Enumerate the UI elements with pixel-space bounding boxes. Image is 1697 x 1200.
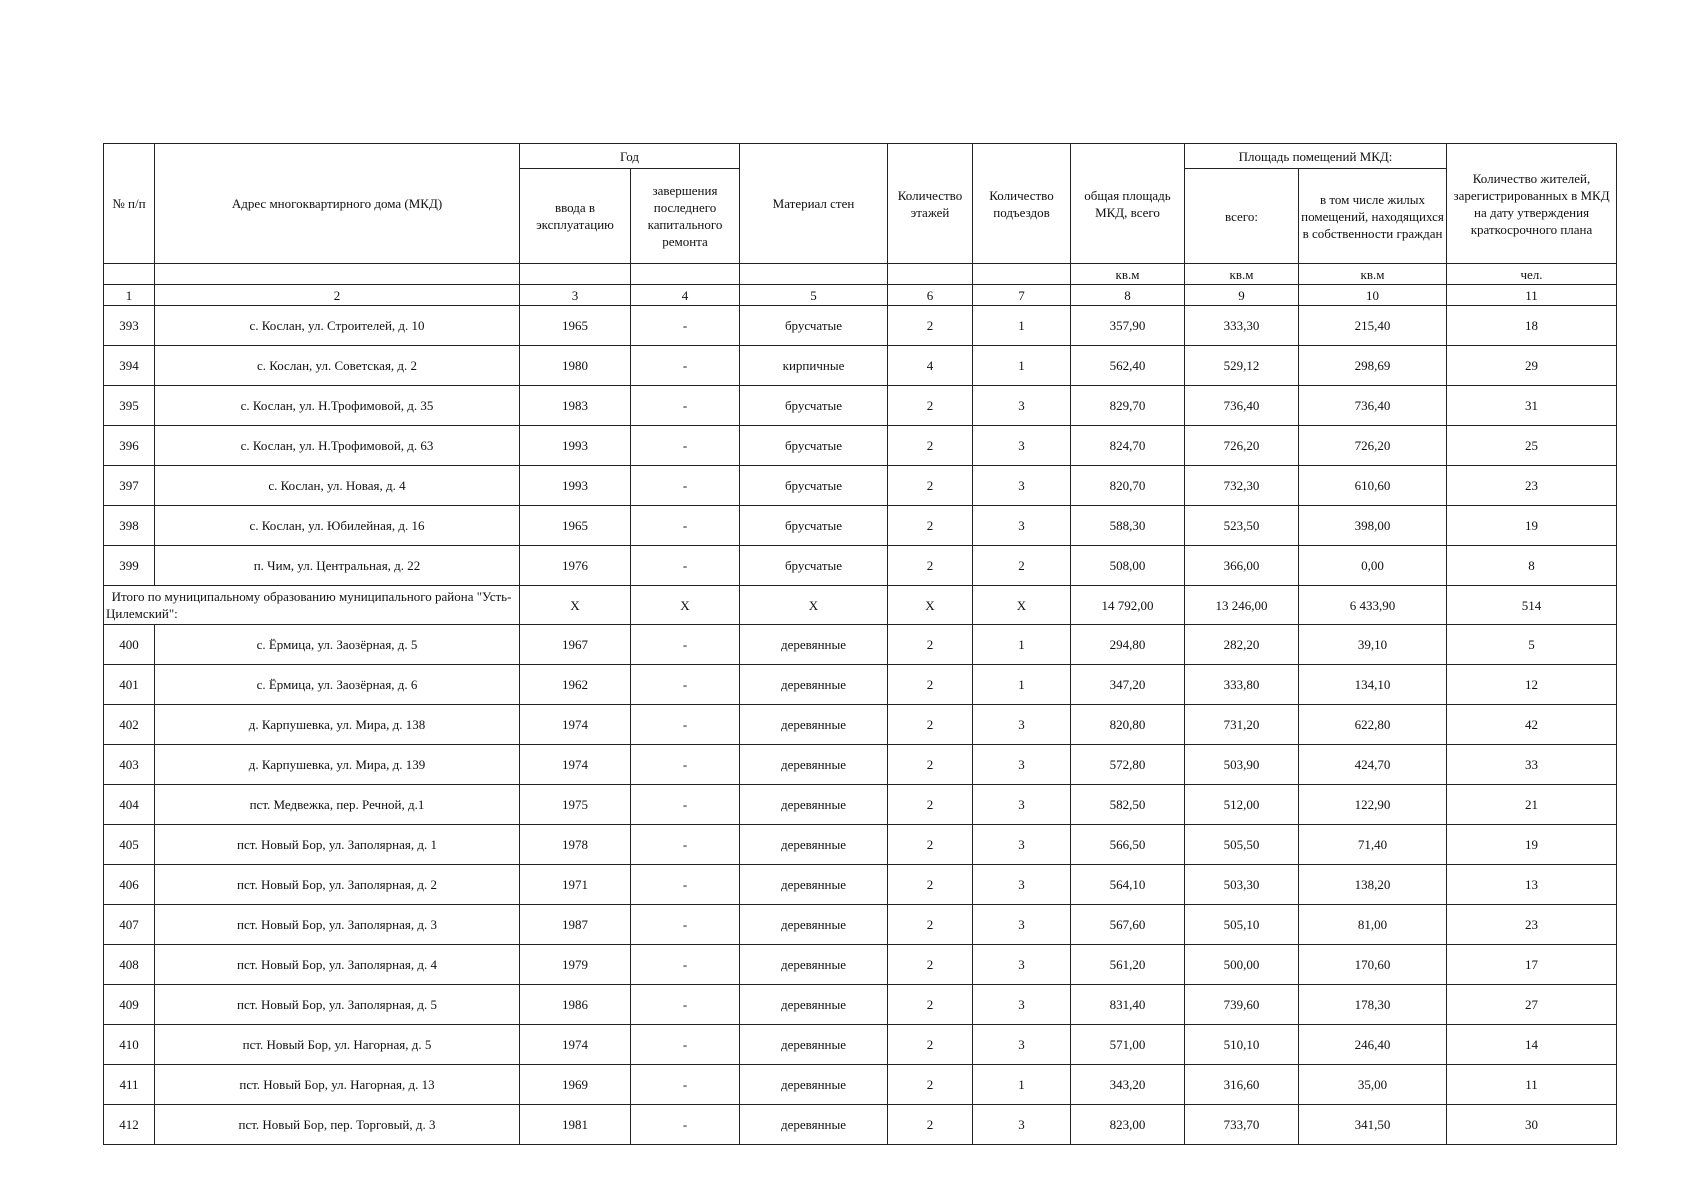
- total-cell: 6 433,90: [1299, 586, 1447, 625]
- cell-walls: деревянные: [740, 1065, 888, 1105]
- cell-address: пст. Новый Бор, ул. Заполярная, д. 4: [155, 945, 520, 985]
- cell-year-repair: -: [631, 785, 740, 825]
- cell-premises-private: 178,30: [1299, 985, 1447, 1025]
- cell-premises-private: 736,40: [1299, 386, 1447, 426]
- header-total-area: общая площадь МКД, всего: [1071, 144, 1185, 264]
- cell-num: 411: [104, 1065, 155, 1105]
- total-cell: X: [520, 586, 631, 625]
- cell-year-commission: 1980: [520, 346, 631, 386]
- header-unit-empty: [155, 264, 520, 285]
- cell-premises-private: 35,00: [1299, 1065, 1447, 1105]
- total-label: Итого по муниципальному образованию муниципального района "Усть-Цилемский":: [104, 586, 520, 625]
- cell-premises-private: 0,00: [1299, 546, 1447, 586]
- cell-residents: 27: [1447, 985, 1617, 1025]
- cell-entrances: 3: [973, 705, 1071, 745]
- cell-year-repair: -: [631, 306, 740, 346]
- cell-entrances: 1: [973, 346, 1071, 386]
- cell-floors: 2: [888, 546, 973, 586]
- cell-num: 409: [104, 985, 155, 1025]
- cell-walls: брусчатые: [740, 546, 888, 586]
- table-row: [104, 705, 1617, 745]
- cell-year-commission: 1976: [520, 546, 631, 586]
- cell-walls: брусчатые: [740, 386, 888, 426]
- table-row: [104, 825, 1617, 865]
- table-body: [104, 306, 1617, 1145]
- table-row: [104, 546, 1617, 586]
- cell-residents: 19: [1447, 825, 1617, 865]
- table-row: [104, 665, 1617, 705]
- cell-total-area: 567,60: [1071, 905, 1185, 945]
- cell-year-commission: 1993: [520, 426, 631, 466]
- unit-premises-private: кв.м: [1299, 264, 1447, 285]
- cell-num: 399: [104, 546, 155, 586]
- cell-premises-all: 731,20: [1185, 705, 1299, 745]
- cell-walls: деревянные: [740, 745, 888, 785]
- table-row: [104, 985, 1617, 1025]
- cell-num: 404: [104, 785, 155, 825]
- table-row: [104, 466, 1617, 506]
- cell-residents: 21: [1447, 785, 1617, 825]
- cell-address: пст. Новый Бор, ул. Заполярная, д. 5: [155, 985, 520, 1025]
- cell-premises-all: 512,00: [1185, 785, 1299, 825]
- column-number: 5: [740, 285, 888, 306]
- table-row: [104, 1025, 1617, 1065]
- cell-year-repair: -: [631, 466, 740, 506]
- cell-entrances: 1: [973, 665, 1071, 705]
- cell-premises-private: 341,50: [1299, 1105, 1447, 1145]
- cell-premises-private: 622,80: [1299, 705, 1447, 745]
- cell-year-commission: 1993: [520, 466, 631, 506]
- cell-entrances: 3: [973, 466, 1071, 506]
- total-cell: 13 246,00: [1185, 586, 1299, 625]
- cell-address: с. Кослан, ул. Юбилейная, д. 16: [155, 506, 520, 546]
- cell-num: 396: [104, 426, 155, 466]
- cell-year-repair: -: [631, 625, 740, 665]
- cell-total-area: 343,20: [1071, 1065, 1185, 1105]
- cell-year-commission: 1967: [520, 625, 631, 665]
- total-cell: X: [973, 586, 1071, 625]
- table-header: [104, 144, 1617, 306]
- cell-premises-all: 736,40: [1185, 386, 1299, 426]
- cell-floors: 2: [888, 745, 973, 785]
- cell-year-repair: -: [631, 506, 740, 546]
- cell-premises-private: 122,90: [1299, 785, 1447, 825]
- cell-entrances: 3: [973, 945, 1071, 985]
- cell-total-area: 566,50: [1071, 825, 1185, 865]
- cell-total-area: 588,30: [1071, 506, 1185, 546]
- cell-residents: 11: [1447, 1065, 1617, 1105]
- cell-residents: 19: [1447, 506, 1617, 546]
- cell-total-area: 357,90: [1071, 306, 1185, 346]
- cell-year-repair: -: [631, 1065, 740, 1105]
- cell-address: пст. Новый Бор, ул. Нагорная, д. 13: [155, 1065, 520, 1105]
- cell-year-repair: -: [631, 386, 740, 426]
- cell-floors: 2: [888, 466, 973, 506]
- cell-address: с. Кослан, ул. Советская, д. 2: [155, 346, 520, 386]
- cell-year-repair: -: [631, 1105, 740, 1145]
- cell-year-commission: 1969: [520, 1065, 631, 1105]
- cell-entrances: 3: [973, 865, 1071, 905]
- cell-address: д. Карпушевка, ул. Мира, д. 139: [155, 745, 520, 785]
- cell-premises-private: 246,40: [1299, 1025, 1447, 1065]
- cell-floors: 2: [888, 1105, 973, 1145]
- cell-num: 412: [104, 1105, 155, 1145]
- header-address: Адрес многоквартирного дома (МКД): [155, 144, 520, 264]
- cell-premises-private: 170,60: [1299, 945, 1447, 985]
- total-cell: X: [631, 586, 740, 625]
- cell-year-commission: 1974: [520, 705, 631, 745]
- cell-total-area: 562,40: [1071, 346, 1185, 386]
- cell-total-area: 824,70: [1071, 426, 1185, 466]
- header-unit-empty: [740, 264, 888, 285]
- cell-floors: 2: [888, 1065, 973, 1105]
- table-row: [104, 625, 1617, 665]
- cell-residents: 5: [1447, 625, 1617, 665]
- cell-address: с. Кослан, ул. Строителей, д. 10: [155, 306, 520, 346]
- cell-total-area: 508,00: [1071, 546, 1185, 586]
- header-unit-empty: [104, 264, 155, 285]
- cell-total-area: 820,80: [1071, 705, 1185, 745]
- cell-year-commission: 1983: [520, 386, 631, 426]
- cell-walls: деревянные: [740, 825, 888, 865]
- cell-entrances: 2: [973, 546, 1071, 586]
- cell-num: 403: [104, 745, 155, 785]
- column-number: 6: [888, 285, 973, 306]
- cell-year-repair: -: [631, 865, 740, 905]
- cell-total-area: 572,80: [1071, 745, 1185, 785]
- cell-premises-private: 215,40: [1299, 306, 1447, 346]
- cell-walls: брусчатые: [740, 466, 888, 506]
- total-cell: X: [888, 586, 973, 625]
- cell-address: пст. Медвежка, пер. Речной, д.1: [155, 785, 520, 825]
- column-number: 11: [1447, 285, 1617, 306]
- housing-registry-table: [103, 143, 1617, 1145]
- table-row: [104, 945, 1617, 985]
- cell-premises-private: 610,60: [1299, 466, 1447, 506]
- header-premises-private: в том числе жилых помещений, находящихся в собственности граждан: [1299, 169, 1447, 264]
- header-entrances: Количество подъездов: [973, 144, 1071, 264]
- cell-total-area: 582,50: [1071, 785, 1185, 825]
- header-num: № п/п: [104, 144, 155, 264]
- cell-floors: 2: [888, 306, 973, 346]
- cell-entrances: 3: [973, 905, 1071, 945]
- cell-floors: 2: [888, 625, 973, 665]
- cell-address: с. Кослан, ул. Н.Трофимовой, д. 63: [155, 426, 520, 466]
- cell-entrances: 3: [973, 985, 1071, 1025]
- unit-premises-all: кв.м: [1185, 264, 1299, 285]
- total-cell: 514: [1447, 586, 1617, 625]
- header-year-group: Год: [520, 144, 740, 169]
- cell-num: 394: [104, 346, 155, 386]
- cell-residents: 30: [1447, 1105, 1617, 1145]
- cell-entrances: 3: [973, 506, 1071, 546]
- cell-floors: 2: [888, 386, 973, 426]
- cell-year-commission: 1975: [520, 785, 631, 825]
- cell-entrances: 3: [973, 1025, 1071, 1065]
- cell-premises-private: 134,10: [1299, 665, 1447, 705]
- cell-residents: 17: [1447, 945, 1617, 985]
- table-row: [104, 426, 1617, 466]
- cell-floors: 2: [888, 665, 973, 705]
- cell-address: пст. Новый Бор, пер. Торговый, д. 3: [155, 1105, 520, 1145]
- cell-walls: деревянные: [740, 1025, 888, 1065]
- header-floors: Количество этажей: [888, 144, 973, 264]
- cell-entrances: 1: [973, 1065, 1071, 1105]
- cell-num: 395: [104, 386, 155, 426]
- cell-walls: деревянные: [740, 705, 888, 745]
- cell-walls: брусчатые: [740, 306, 888, 346]
- cell-residents: 23: [1447, 905, 1617, 945]
- cell-entrances: 1: [973, 625, 1071, 665]
- header-unit-empty: [973, 264, 1071, 285]
- cell-num: 410: [104, 1025, 155, 1065]
- cell-year-commission: 1978: [520, 825, 631, 865]
- cell-year-commission: 1962: [520, 665, 631, 705]
- cell-premises-private: 71,40: [1299, 825, 1447, 865]
- cell-premises-private: 138,20: [1299, 865, 1447, 905]
- cell-walls: деревянные: [740, 1105, 888, 1145]
- cell-entrances: 1: [973, 306, 1071, 346]
- cell-num: 393: [104, 306, 155, 346]
- cell-walls: брусчатые: [740, 506, 888, 546]
- column-number: 7: [973, 285, 1071, 306]
- cell-floors: 2: [888, 825, 973, 865]
- table-row: [104, 865, 1617, 905]
- cell-address: с. Кослан, ул. Новая, д. 4: [155, 466, 520, 506]
- cell-walls: деревянные: [740, 785, 888, 825]
- cell-entrances: 3: [973, 426, 1071, 466]
- cell-total-area: 831,40: [1071, 985, 1185, 1025]
- header-unit-empty: [631, 264, 740, 285]
- cell-premises-all: 726,20: [1185, 426, 1299, 466]
- cell-entrances: 3: [973, 1105, 1071, 1145]
- header-premises-group: Площадь помещений МКД:: [1185, 144, 1447, 169]
- cell-address: с. Ёрмица, ул. Заозёрная, д. 5: [155, 625, 520, 665]
- cell-year-repair: -: [631, 705, 740, 745]
- cell-year-commission: 1987: [520, 905, 631, 945]
- cell-residents: 31: [1447, 386, 1617, 426]
- cell-num: 408: [104, 945, 155, 985]
- total-cell: 14 792,00: [1071, 586, 1185, 625]
- column-number: 9: [1185, 285, 1299, 306]
- cell-premises-private: 398,00: [1299, 506, 1447, 546]
- cell-premises-all: 510,10: [1185, 1025, 1299, 1065]
- cell-num: 407: [104, 905, 155, 945]
- cell-year-commission: 1965: [520, 306, 631, 346]
- cell-floors: 2: [888, 705, 973, 745]
- table-row: [104, 745, 1617, 785]
- cell-residents: 12: [1447, 665, 1617, 705]
- table-row: [104, 1105, 1617, 1145]
- unit-residents: чел.: [1447, 264, 1617, 285]
- cell-premises-all: 505,10: [1185, 905, 1299, 945]
- cell-residents: 23: [1447, 466, 1617, 506]
- cell-year-repair: -: [631, 546, 740, 586]
- cell-address: пст. Новый Бор, ул. Заполярная, д. 3: [155, 905, 520, 945]
- unit-total-area: кв.м: [1071, 264, 1185, 285]
- cell-walls: деревянные: [740, 665, 888, 705]
- cell-entrances: 3: [973, 386, 1071, 426]
- cell-walls: деревянные: [740, 945, 888, 985]
- cell-premises-all: 732,30: [1185, 466, 1299, 506]
- cell-residents: 18: [1447, 306, 1617, 346]
- table-row: [104, 506, 1617, 546]
- cell-year-commission: 1974: [520, 745, 631, 785]
- cell-address: пст. Новый Бор, ул. Нагорная, д. 5: [155, 1025, 520, 1065]
- header-walls: Материал стен: [740, 144, 888, 264]
- cell-year-commission: 1971: [520, 865, 631, 905]
- cell-total-area: 820,70: [1071, 466, 1185, 506]
- cell-premises-all: 505,50: [1185, 825, 1299, 865]
- cell-residents: 42: [1447, 705, 1617, 745]
- cell-premises-private: 39,10: [1299, 625, 1447, 665]
- cell-premises-all: 523,50: [1185, 506, 1299, 546]
- cell-year-repair: -: [631, 1025, 740, 1065]
- cell-premises-all: 503,90: [1185, 745, 1299, 785]
- table-row: [104, 306, 1617, 346]
- cell-walls: деревянные: [740, 985, 888, 1025]
- cell-year-repair: -: [631, 346, 740, 386]
- cell-premises-all: 733,70: [1185, 1105, 1299, 1145]
- header-unit-empty: [888, 264, 973, 285]
- cell-premises-private: 298,69: [1299, 346, 1447, 386]
- cell-walls: кирпичные: [740, 346, 888, 386]
- cell-num: 402: [104, 705, 155, 745]
- cell-year-repair: -: [631, 945, 740, 985]
- column-number: 3: [520, 285, 631, 306]
- cell-year-commission: 1965: [520, 506, 631, 546]
- table-row: [104, 785, 1617, 825]
- cell-residents: 13: [1447, 865, 1617, 905]
- cell-premises-all: 333,30: [1185, 306, 1299, 346]
- cell-total-area: 294,80: [1071, 625, 1185, 665]
- cell-walls: брусчатые: [740, 426, 888, 466]
- cell-address: с. Кослан, ул. Н.Трофимовой, д. 35: [155, 386, 520, 426]
- cell-residents: 33: [1447, 745, 1617, 785]
- total-cell: X: [740, 586, 888, 625]
- cell-num: 405: [104, 825, 155, 865]
- cell-total-area: 571,00: [1071, 1025, 1185, 1065]
- cell-floors: 2: [888, 905, 973, 945]
- cell-premises-all: 503,30: [1185, 865, 1299, 905]
- header-residents: Количество жителей, зарегистрированных в МКД на дату утверждения краткосрочного плана: [1447, 144, 1617, 264]
- header-unit-empty: [520, 264, 631, 285]
- cell-address: д. Карпушевка, ул. Мира, д. 138: [155, 705, 520, 745]
- cell-premises-all: 316,60: [1185, 1065, 1299, 1105]
- cell-floors: 2: [888, 785, 973, 825]
- column-number: 8: [1071, 285, 1185, 306]
- cell-walls: деревянные: [740, 625, 888, 665]
- cell-year-repair: -: [631, 426, 740, 466]
- cell-address: пст. Новый Бор, ул. Заполярная, д. 2: [155, 865, 520, 905]
- cell-residents: 14: [1447, 1025, 1617, 1065]
- cell-walls: деревянные: [740, 905, 888, 945]
- cell-premises-all: 333,80: [1185, 665, 1299, 705]
- header-premises-all: всего:: [1185, 169, 1299, 264]
- cell-floors: 2: [888, 985, 973, 1025]
- cell-entrances: 3: [973, 785, 1071, 825]
- cell-floors: 2: [888, 506, 973, 546]
- column-number: 10: [1299, 285, 1447, 306]
- cell-total-area: 347,20: [1071, 665, 1185, 705]
- cell-floors: 2: [888, 865, 973, 905]
- cell-premises-all: 500,00: [1185, 945, 1299, 985]
- cell-year-repair: -: [631, 985, 740, 1025]
- table-row: [104, 1065, 1617, 1105]
- cell-total-area: 829,70: [1071, 386, 1185, 426]
- cell-year-repair: -: [631, 905, 740, 945]
- column-number-row: [104, 285, 1617, 306]
- header-year-repair: завершения последнего капитального ремонта: [631, 169, 740, 264]
- column-number: 1: [104, 285, 155, 306]
- cell-total-area: 561,20: [1071, 945, 1185, 985]
- cell-year-commission: 1979: [520, 945, 631, 985]
- table-row: [104, 346, 1617, 386]
- cell-residents: 29: [1447, 346, 1617, 386]
- cell-premises-private: 81,00: [1299, 905, 1447, 945]
- cell-premises-all: 739,60: [1185, 985, 1299, 1025]
- cell-entrances: 3: [973, 745, 1071, 785]
- cell-num: 397: [104, 466, 155, 506]
- cell-walls: деревянные: [740, 865, 888, 905]
- cell-premises-all: 282,20: [1185, 625, 1299, 665]
- cell-address: с. Ёрмица, ул. Заозёрная, д. 6: [155, 665, 520, 705]
- cell-floors: 4: [888, 346, 973, 386]
- cell-premises-private: 726,20: [1299, 426, 1447, 466]
- cell-premises-all: 529,12: [1185, 346, 1299, 386]
- column-number: 4: [631, 285, 740, 306]
- cell-year-commission: 1981: [520, 1105, 631, 1145]
- table-row: [104, 905, 1617, 945]
- cell-total-area: 564,10: [1071, 865, 1185, 905]
- cell-floors: 2: [888, 945, 973, 985]
- cell-residents: 25: [1447, 426, 1617, 466]
- table-row: [104, 386, 1617, 426]
- cell-address: п. Чим, ул. Центральная, д. 22: [155, 546, 520, 586]
- cell-num: 406: [104, 865, 155, 905]
- cell-total-area: 823,00: [1071, 1105, 1185, 1145]
- cell-year-commission: 1974: [520, 1025, 631, 1065]
- header-year-commission: ввода в эксплуатацию: [520, 169, 631, 264]
- cell-year-repair: -: [631, 745, 740, 785]
- cell-premises-private: 424,70: [1299, 745, 1447, 785]
- cell-year-repair: -: [631, 825, 740, 865]
- column-number: 2: [155, 285, 520, 306]
- cell-year-repair: -: [631, 665, 740, 705]
- total-row: [104, 586, 1617, 625]
- cell-residents: 8: [1447, 546, 1617, 586]
- cell-num: 400: [104, 625, 155, 665]
- cell-premises-all: 366,00: [1185, 546, 1299, 586]
- cell-floors: 2: [888, 426, 973, 466]
- cell-floors: 2: [888, 1025, 973, 1065]
- cell-entrances: 3: [973, 825, 1071, 865]
- cell-address: пст. Новый Бор, ул. Заполярная, д. 1: [155, 825, 520, 865]
- cell-num: 398: [104, 506, 155, 546]
- cell-year-commission: 1986: [520, 985, 631, 1025]
- cell-num: 401: [104, 665, 155, 705]
